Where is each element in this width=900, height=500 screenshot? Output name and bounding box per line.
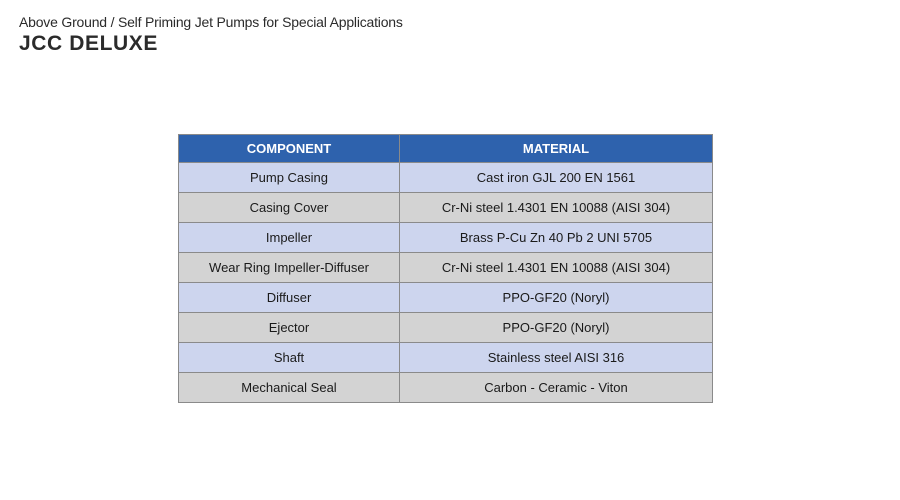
page-subtitle: Above Ground / Self Priming Jet Pumps for Special Applications bbox=[19, 14, 403, 30]
table-header-row bbox=[179, 135, 713, 163]
column-header-component: COMPONENT bbox=[179, 135, 400, 163]
component-cell: Pump Casing bbox=[179, 163, 400, 193]
material-cell: Stainless steel AISI 316 bbox=[400, 343, 713, 373]
table-row bbox=[179, 343, 713, 373]
table-row bbox=[179, 313, 713, 343]
materials-table bbox=[178, 134, 713, 403]
table-row bbox=[179, 373, 713, 403]
material-cell: Carbon - Ceramic - Viton bbox=[400, 373, 713, 403]
table-row bbox=[179, 223, 713, 253]
component-cell: Casing Cover bbox=[179, 193, 400, 223]
column-header-material: MATERIAL bbox=[400, 135, 713, 163]
material-cell: Cr-Ni steel 1.4301 EN 10088 (AISI 304) bbox=[400, 193, 713, 223]
component-cell: Ejector bbox=[179, 313, 400, 343]
table-row bbox=[179, 193, 713, 223]
component-cell: Wear Ring Impeller-Diffuser bbox=[179, 253, 400, 283]
material-cell: Cast iron GJL 200 EN 1561 bbox=[400, 163, 713, 193]
material-cell: Cr-Ni steel 1.4301 EN 10088 (AISI 304) bbox=[400, 253, 713, 283]
component-cell: Diffuser bbox=[179, 283, 400, 313]
material-cell: Brass P-Cu Zn 40 Pb 2 UNI 5705 bbox=[400, 223, 713, 253]
page-header bbox=[19, 13, 403, 56]
material-cell: PPO-GF20 (Noryl) bbox=[400, 313, 713, 343]
component-cell: Shaft bbox=[179, 343, 400, 373]
material-cell: PPO-GF20 (Noryl) bbox=[400, 283, 713, 313]
table-row bbox=[179, 253, 713, 283]
component-cell: Mechanical Seal bbox=[179, 373, 400, 403]
component-cell: Impeller bbox=[179, 223, 400, 253]
table-row bbox=[179, 163, 713, 193]
page-title: JCC DELUXE bbox=[19, 32, 159, 55]
table-row bbox=[179, 283, 713, 313]
